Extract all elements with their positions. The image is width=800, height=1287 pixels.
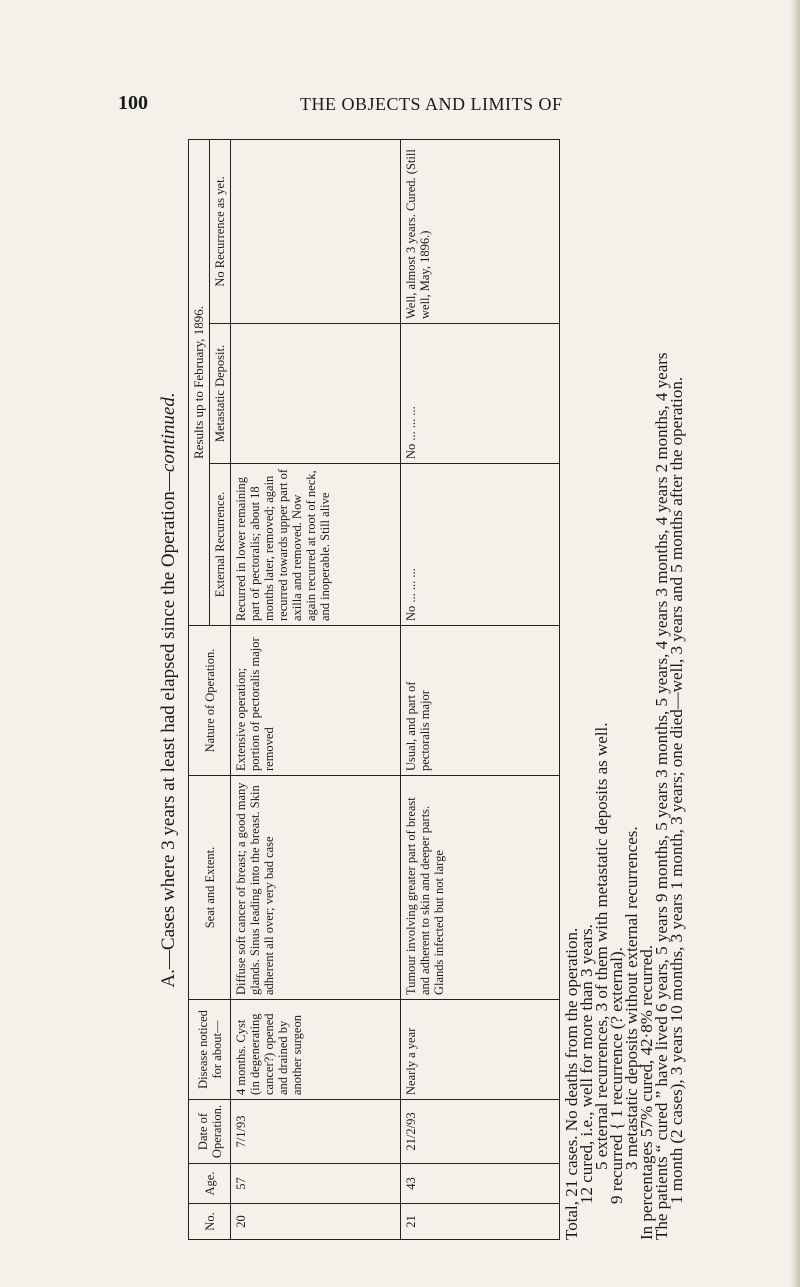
cell-no: 21 <box>401 1204 560 1240</box>
header-external: External Recurrence. <box>210 464 231 626</box>
header-no-recurrence: No Recurrence as yet. <box>210 139 231 323</box>
header-age: Age. <box>189 1164 231 1204</box>
cell-metastatic <box>231 324 401 464</box>
summary-lived-1: The patients “ cured ” have lived 6 years, 5 years 9 months, 5 years 3 months, 5 years, 4 years 3 months, 4 years 2 months, 4 years <box>652 352 671 1240</box>
summary-block <box>564 140 684 1240</box>
header-results-group: Results up to February, 1896. <box>189 139 210 625</box>
cell-metastatic: No ... ... ... <box>401 324 560 464</box>
rotated-table-block <box>150 140 750 1240</box>
cell-age: 57 <box>231 1164 401 1204</box>
table-caption <box>150 140 188 1240</box>
summary-one-recurrence: 1 recurrence (? external). <box>607 947 626 1118</box>
summary-recurred: 9 recurred { 1 recurrence (? external). <box>607 947 626 1204</box>
summary-total: Total, 21 cases. No deaths from the operation. <box>562 927 581 1240</box>
cases-table <box>188 139 560 1240</box>
cell-nature: Usual, and part of pectoralis major <box>401 626 560 776</box>
summary-percentages: In percentages 57% cured, 42·8% recurred. <box>637 945 656 1240</box>
summary-three-meta: 3 metastatic deposits without external recurrences. <box>622 826 641 1170</box>
summary-cured: 12 cured, i.e., well for more than 3 years. <box>577 924 596 1204</box>
page-number: 100 <box>118 92 148 114</box>
cell-disease: 4 months. Cyst (in degenerating cancer?) opened and drained by another surgeon <box>231 1000 401 1100</box>
running-head: THE OBJECTS AND LIMITS OF <box>300 94 563 114</box>
header-no: No. <box>189 1204 231 1240</box>
cell-no: 20 <box>231 1204 401 1240</box>
header-metastatic: Metastatic Deposit. <box>210 324 231 464</box>
header-disease: Disease noticed for about— <box>189 1000 231 1100</box>
cell-disease: Nearly a year <box>401 1000 560 1100</box>
caption-italic: continued. <box>158 392 179 473</box>
cell-seat: Tumour involving greater part of breast and adherent to skin and deeper parts. Glands infected but not large <box>401 776 560 1000</box>
header-seat: Seat and Extent. <box>189 776 231 1000</box>
cell-seat: Diffuse soft cancer of breast; a good many glands. Sinus leading into the breast. Skin adherent all over; very bad case <box>231 776 401 1000</box>
table-row <box>401 139 560 1239</box>
summary-external: 5 external recurrences, 3 of them with metastatic deposits as well. <box>592 722 611 1170</box>
cell-external: Recurred in lower remaining part of pectoralis; about 18 months later, removed; again recurred towards upper part of axilla and removed. Now again recurred at root of neck, and inoperable. Still alive <box>231 464 401 626</box>
header-date: Date of Operation. <box>189 1100 231 1164</box>
summary-recurred-label: 9 recurred <box>607 1134 626 1204</box>
caption-lead: A.—Cases where 3 years at least had elapsed since the Operation— <box>158 472 179 988</box>
cell-date: 7/1/93 <box>231 1100 401 1164</box>
cell-no-recurrence <box>231 139 401 323</box>
cell-no-recurrence: Well, almost 3 years. Cured. (Still well, May, 1896.) <box>401 139 560 323</box>
cell-date: 21/2/93 <box>401 1100 560 1164</box>
page-edge-shadow <box>790 0 800 1287</box>
header-nature: Nature of Operation. <box>189 626 231 776</box>
cell-nature: Extensive operation; portion of pectoralis major removed <box>231 626 401 776</box>
table-row <box>231 139 401 1239</box>
summary-lived-2: 1 month (2 cases), 3 years 10 months, 3 years 1 month, 3 years; one died—well, 3 years and 5 months after the operation. <box>667 376 686 1204</box>
cell-external: No ... ... ... <box>401 464 560 626</box>
cell-age: 43 <box>401 1164 560 1204</box>
